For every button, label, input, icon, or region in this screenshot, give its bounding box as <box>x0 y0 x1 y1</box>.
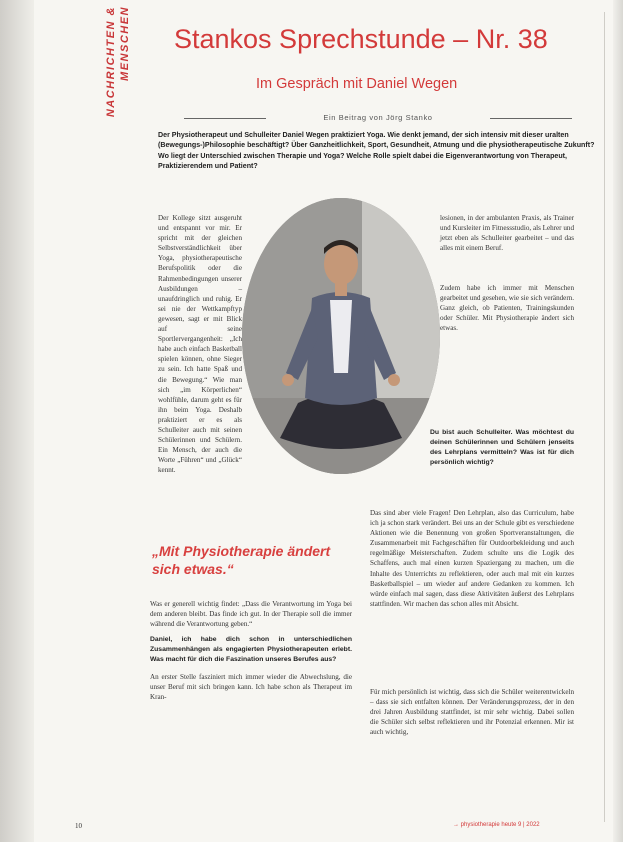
col3-paragraph-1: Das sind aber viele Fragen! Den Lehrplan, also das Curriculum, habe ich ja schon stark verändert. Bei uns an der Schule gibt es verschiedene Aktionen wie die Benennung von großen Sportveranstaltungen, die Zusammenarbeit mit Fachgeschäften für Outdoorbekleidung und auch regelmäßige Meisterschaften. Zudem schulte uns die Logik des Schaffens, auch mal einen kurzen Spaziergang zu machen, um die Inhalte des Unterrichts zu reflektieren, oder auch mal mit ein kurzes Basketballspiel – um wieder auf andere Gedanken zu kommen. Ich würde einfach mal sagen, dass diese Aktivitäten äußerst des Lehrplans stattfinden. Wir machen das schon alles mit Absicht. <box>370 509 574 608</box>
footer-label: → physiotherapie heute 9 | 2022 <box>453 822 540 828</box>
section-label-line1: NACHRICHTEN & <box>105 6 117 118</box>
interview-question-2: Daniel, ich habe dich schon in unterschiedlichen Zusammenhängen als engagierten Physiotherapeuten erlebt. Was macht für dich die Faszination unseres Berufes aus? <box>150 636 352 664</box>
section-label <box>104 6 134 168</box>
page-edge <box>613 0 623 842</box>
section-label-line2: MENSCHEN <box>119 6 131 81</box>
interview-question-1: Du bist auch Schulleiter. Was möchtest du deinen Schülerinnen und Schülern jenseits des Lehrplans vermitteln? Was ist für dich persönlich wichtig? <box>430 429 574 466</box>
col1-answer-paragraph: An erster Stelle fasziniert mich immer wieder die Abwechslung, die unser Beruf mit sich bringen kann. Ich habe schon als Therapeut im Kran- <box>150 672 352 701</box>
page-number: 10 <box>75 822 82 830</box>
page-fold-line <box>604 12 605 822</box>
article-title: Stankos Sprechstunde – Nr. 38 <box>174 24 548 54</box>
yoga-portrait-image <box>242 198 440 474</box>
col1-paragraph: Der Kollege sitzt ausgeruht und entspannt vor mir. Er spricht mit der gleichen Selbstverständlichkeit über Yoga, physiotherapeutische Berufspolitik oder die Rahmenbedingungen unserer Ausbildungen – unaufdringlich und ruhig. Er sei nie der Wettkampftyp gewesen, sagt er mit Blick auf seine Sportlervergangenheit: „Ich habe auch einfach Basketball spielen können, ohne Sieger zu sein. Ich hatte Spaß und die Bewegung.“ Wie man sich „im Körperlichen“ wohlfühle, darum geht es für ihn beim Yoga. Deshalb praktiziert er es als Schulleiter auch mit seinen Schülerinnen und Schülern. Ein Mensch, der auch die Worte „Führen“ und „Glück“ kennt. <box>158 214 242 475</box>
col3-paragraph-2: Für mich persönlich ist wichtig, dass sich die Schüler weiterentwickeln – dass sie sich entfalten können. Der Veränderungsprozess, der in den drei Jahren Ausbildung stattfindet, ist mir sehr wichtig. Dabei sollen die Schüler sich selbst reflektieren und ihr Potenzial erkennen. Mir ist auch wichtig, <box>370 688 574 737</box>
portrait-photo <box>242 198 440 474</box>
byline: Ein Beitrag von Jörg Stanko <box>172 113 584 122</box>
col1-lower <box>150 599 352 702</box>
binding-gutter <box>0 0 34 842</box>
col1-lower-paragraph: Was er generell wichtig findet: „Dass die Verantwortung im Yoga bei dem anderen bleibt. Das finde ich gut. In der Therapie soll die immer während die Verantwortung geben.“ <box>150 600 352 629</box>
col2-paragraph-1: lesionen, in der ambulanten Praxis, als Trainer und Kursleiter im Fitnessstudio, als Lehrer und jetzt eben als Schulleiter gearbeitet – und das alles mit einem Beruf. <box>440 214 574 253</box>
article-subtitle: Im Gespräch mit Daniel Wegen <box>256 76 458 92</box>
intro-paragraph: Der Physiotherapeut und Schulleiter Daniel Wegen praktiziert Yoga. Wie denkt jemand, der sich intensiv mit dieser uralten (Bewegungs-)Philosophie beschäftigt? Über Ganzheitlichkeit, Sport, Gesundheit, Atmung und die physiotherapeutische Zukunft? Wo liegt der Unterschied zwischen Therapie und Yoga? Welche Rolle spielt dabei die Eigenverantwortung von Therapeut, Praktizierendem und Patient? <box>158 131 595 171</box>
pull-quote: „Mit Physiotherapie ändert sich etwas.“ <box>152 543 331 577</box>
col2-paragraph-2: Zudem habe ich immer mit Menschen gearbeitet und gesehen, wie sie sich verändern. Ganz gleich, ob Patienten, Trainingskunden oder Schüler. Mit Physiotherapie ändert sich etwas. <box>440 284 574 333</box>
